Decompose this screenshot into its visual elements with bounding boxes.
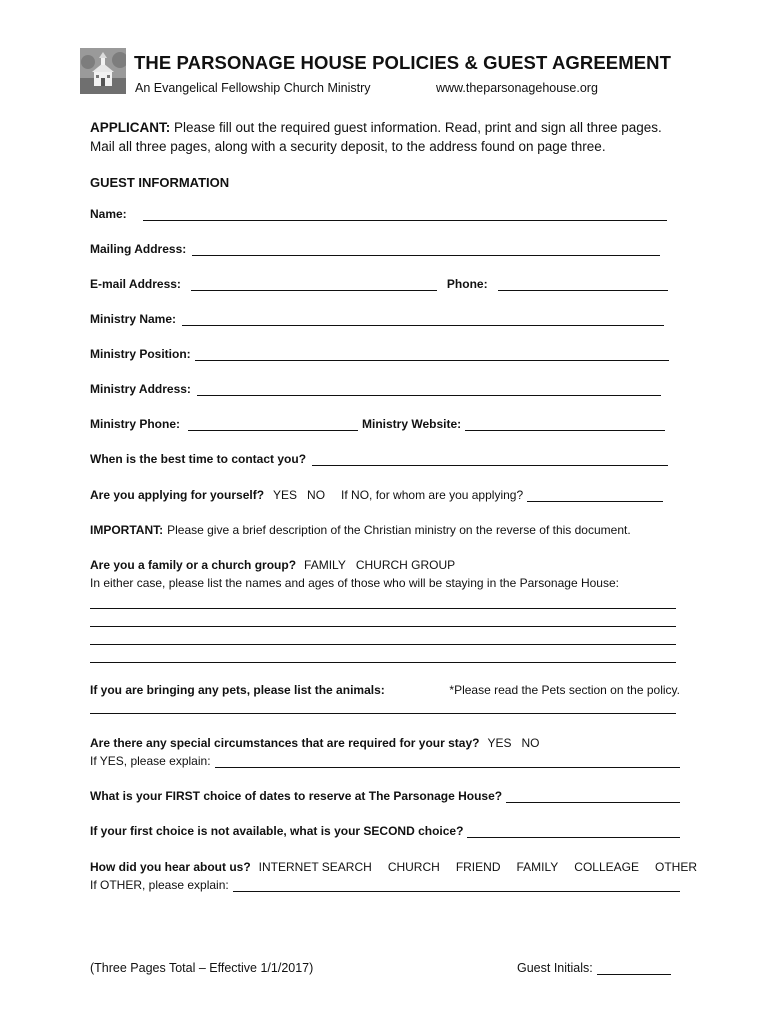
mailing-address-row — [90, 242, 680, 256]
group-instruction: In either case, please list the names and ages of those who will be staying in the Parsonage House: — [90, 576, 619, 590]
special-explain-field[interactable] — [215, 757, 680, 768]
group-names-line-2[interactable] — [90, 626, 676, 627]
group-row — [90, 558, 680, 572]
special-no-option[interactable]: NO — [521, 736, 540, 750]
guest-initials-field[interactable] — [597, 964, 671, 975]
ministry-phone-field[interactable] — [188, 420, 358, 431]
church-logo-icon — [80, 48, 126, 94]
guest-initials-label: Guest Initials: — [517, 961, 593, 975]
page-subtitle: An Evangelical Fellowship Church Ministry — [135, 81, 371, 95]
hear-option-colleage[interactable]: COLLEAGE — [574, 860, 639, 874]
ministry-address-label: Ministry Address: — [90, 382, 191, 396]
ministry-address-row — [90, 382, 680, 396]
mailing-address-field[interactable] — [192, 245, 660, 256]
ministry-position-field[interactable] — [195, 350, 669, 361]
intro-label: APPLICANT: — [90, 120, 171, 135]
ministry-website-field[interactable] — [465, 420, 665, 431]
email-phone-row — [90, 277, 680, 291]
applying-row — [90, 488, 680, 502]
pets-note: *Please read the Pets section on the policy. — [449, 683, 680, 697]
guest-initials-row — [517, 961, 671, 975]
special-explain-label: If YES, please explain: — [90, 754, 211, 768]
intro-paragraph — [90, 118, 690, 156]
email-label: E-mail Address: — [90, 277, 181, 291]
ministry-website-label: Ministry Website: — [362, 417, 462, 431]
ministry-name-label: Ministry Name: — [90, 312, 177, 326]
hear-explain-field[interactable] — [233, 881, 680, 892]
special-row — [90, 736, 680, 750]
mailing-address-label: Mailing Address: — [90, 242, 187, 256]
hear-option-friend[interactable]: FRIEND — [455, 860, 501, 874]
special-question: Are there any special circumstances that are required for your stay? — [90, 736, 480, 750]
best-time-row — [90, 452, 680, 466]
hear-option-internet-search[interactable]: INTERNET SEARCH — [258, 860, 372, 874]
hear-question: How did you hear about us? — [90, 860, 251, 874]
important-text: Please give a brief description of the Christian ministry on the reverse of this document. — [167, 523, 631, 537]
group-instruction-row — [90, 576, 680, 590]
best-time-label: When is the best time to contact you? — [90, 452, 307, 466]
second-choice-label: If your first choice is not available, what is your SECOND choice? — [90, 824, 464, 838]
email-field[interactable] — [191, 280, 437, 291]
applying-no-option[interactable]: NO — [307, 488, 326, 502]
name-row — [90, 207, 680, 221]
hear-option-family[interactable]: FAMILY — [516, 860, 559, 874]
hear-option-other[interactable]: OTHER — [654, 860, 697, 874]
ministry-phone-website-row — [90, 417, 680, 431]
ministry-phone-label: Ministry Phone: — [90, 417, 181, 431]
hear-row — [90, 860, 697, 874]
group-names-line-3[interactable] — [90, 644, 676, 645]
second-choice-row — [90, 824, 680, 838]
second-choice-field[interactable] — [467, 827, 680, 838]
hear-explain-row — [90, 878, 680, 892]
important-row — [90, 523, 680, 537]
hear-explain-label: If OTHER, please explain: — [90, 878, 229, 892]
ministry-name-row — [90, 312, 680, 326]
ministry-name-field[interactable] — [182, 315, 664, 326]
special-explain-row — [90, 754, 680, 768]
phone-label: Phone: — [446, 277, 488, 291]
applying-followup-label: If NO, for whom are you applying? — [341, 488, 524, 502]
important-label: IMPORTANT: — [90, 523, 164, 537]
pets-row — [90, 683, 680, 697]
applying-for-whom-field[interactable] — [527, 491, 663, 502]
group-names-line-4[interactable] — [90, 662, 676, 663]
intro-text: Please fill out the required guest information. Read, print and sign all three pages. Mail all three pages, along with a security deposit, to the address found on page three. — [90, 120, 662, 154]
page-title: THE PARSONAGE HOUSE POLICIES & GUEST AGREEMENT — [134, 52, 672, 73]
footer-page-note: (Three Pages Total – Effective 1/1/2017) — [90, 961, 314, 975]
first-choice-row — [90, 789, 680, 803]
group-names-line-1[interactable] — [90, 608, 676, 609]
group-family-option[interactable]: FAMILY — [304, 558, 346, 572]
pets-question: If you are bringing any pets, please list the animals: — [90, 683, 385, 697]
group-church-option[interactable]: CHURCH GROUP — [355, 558, 456, 572]
ministry-position-row — [90, 347, 680, 361]
special-yes-option[interactable]: YES — [487, 736, 512, 750]
applying-yes-option[interactable]: YES — [273, 488, 298, 502]
ministry-address-field[interactable] — [197, 385, 661, 396]
name-label: Name: — [90, 207, 127, 221]
name-field[interactable] — [143, 210, 667, 221]
first-choice-field[interactable] — [506, 792, 680, 803]
best-time-field[interactable] — [312, 455, 668, 466]
section-title: GUEST INFORMATION — [90, 175, 230, 190]
group-question: Are you a family or a church group? — [90, 558, 297, 572]
applying-question: Are you applying for yourself? — [90, 488, 265, 502]
hear-option-church[interactable]: CHURCH — [387, 860, 440, 874]
website-text: www.theparsonagehouse.org — [436, 81, 598, 95]
first-choice-label: What is your FIRST choice of dates to reserve at The Parsonage House? — [90, 789, 503, 803]
ministry-position-label: Ministry Position: — [90, 347, 191, 361]
phone-field[interactable] — [498, 280, 668, 291]
pets-line[interactable] — [90, 713, 676, 714]
